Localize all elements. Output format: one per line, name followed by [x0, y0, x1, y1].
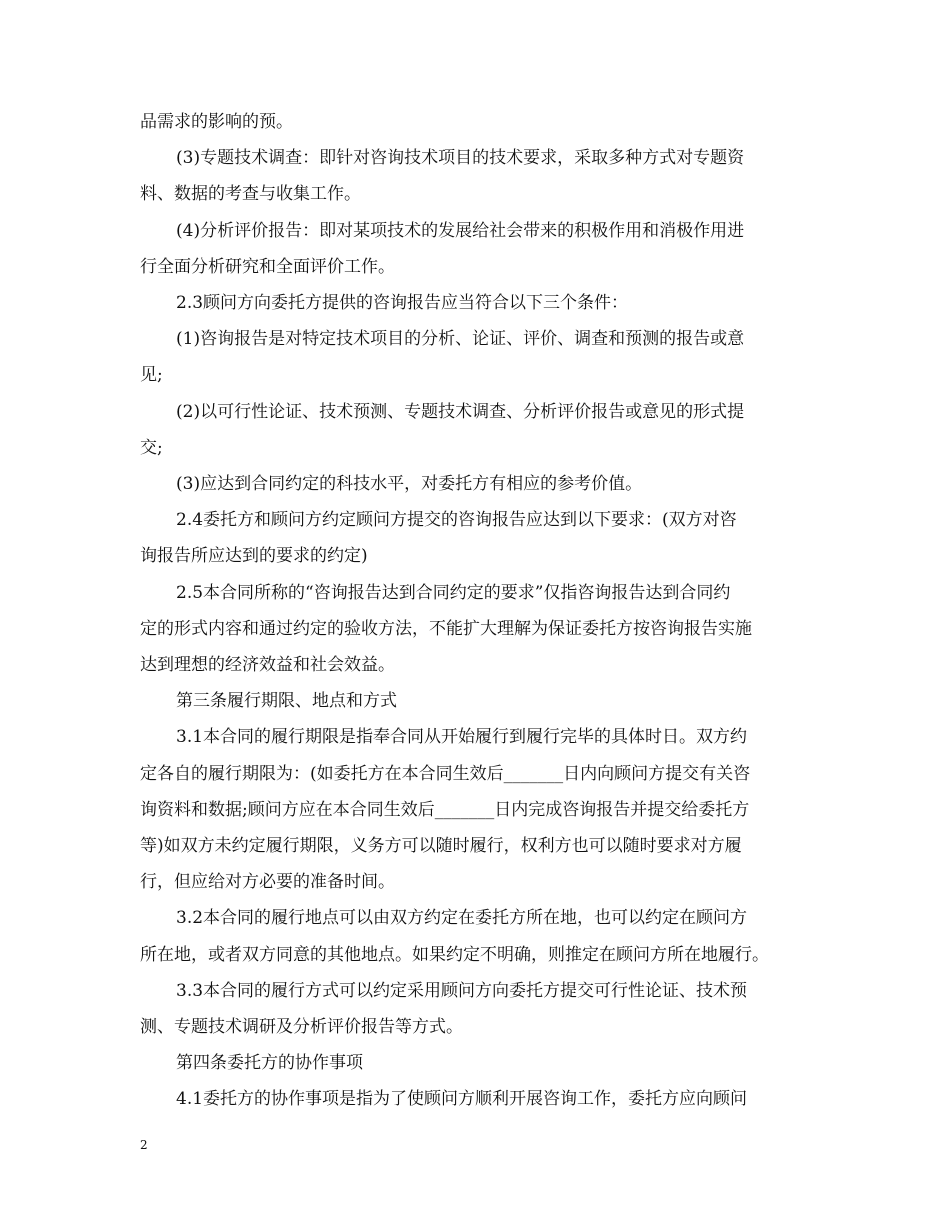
text-line: 品需求的影响的预。 — [140, 112, 293, 132]
text-line: 所在地，或者双方同意的其他地点。如果约定不明确，则推定在顾问方所在地履行。 — [140, 945, 769, 965]
text-line: (3)专题技术调查：即针对咨询技术项目的技术要求，采取多种方式对专题资 — [176, 148, 745, 168]
text-line: 交; — [140, 438, 163, 458]
text-line: 料、数据的考查与收集工作。 — [140, 184, 361, 204]
text-line: 询资料和数据;顾问方应在本合同生效后_______日内完成咨询报告并提交给委托方 — [140, 800, 750, 820]
text-line: 定各自的履行期限为：(如委托方在本合同生效后_______日内向顾问方提交有关咨 — [140, 764, 751, 784]
text-line: 3.1本合同的履行期限是指奉合同从开始履行到履行完毕的具体时日。双方约 — [176, 727, 748, 747]
text-line: (2)以可行性论证、技术预测、专题技术调查、分析评价报告或意见的形式提 — [176, 402, 745, 422]
page-number: 2 — [140, 1138, 148, 1152]
text-line: (3)应达到合同约定的科技水平，对委托方有相应的参考价值。 — [176, 474, 643, 494]
text-line: 4.1委托方的协作事项是指为了使顾问方顺利开展咨询工作，委托方应向顾问 — [176, 1089, 748, 1109]
text-line: 行全面分析研究和全面评价工作。 — [140, 257, 395, 277]
text-line: 第三条履行期限、地点和方式 — [176, 691, 397, 711]
text-line: 2.3顾问方向委托方提供的咨询报告应当符合以下三个条件： — [176, 293, 629, 313]
text-line: (4)分析评价报告：即对某项技术的发展给社会带来的积极作用和消极作用进 — [176, 221, 745, 241]
text-line: 见; — [140, 365, 163, 385]
text-line: 定的形式内容和通过约定的验收方法，不能扩大理解为保证委托方按咨询报告实施 — [140, 619, 752, 639]
text-line: 2.4委托方和顾问方约定顾问方提交的咨询报告应达到以下要求：(双方对咨 — [176, 510, 737, 530]
text-line: 等)如双方未约定履行期限，义务方可以随时履行，权利方也可以随时要求对方履 — [140, 836, 742, 856]
text-line: 第四条委托方的协作事项 — [176, 1053, 363, 1073]
text-line: 询报告所应达到的要求的约定) — [140, 546, 368, 566]
text-line: 测、专题技术调研及分析评价报告等方式。 — [140, 1017, 463, 1037]
text-line: 达到理想的经济效益和社会效益。 — [140, 655, 395, 675]
text-line: 3.2本合同的履行地点可以由双方约定在委托方所在地，也可以约定在顾问方 — [176, 908, 748, 928]
text-line: (1)咨询报告是对特定技术项目的分析、论证、评价、调查和预测的报告或意 — [176, 329, 745, 349]
text-line: 3.3本合同的履行方式可以约定采用顾问方向委托方提交可行性论证、技术预 — [176, 981, 748, 1001]
text-line: 2.5本合同所称的“咨询报告达到合同约定的要求”仅指咨询报告达到合同约 — [176, 583, 731, 603]
text-line: 行，但应给对方必要的准备时间。 — [140, 872, 395, 892]
